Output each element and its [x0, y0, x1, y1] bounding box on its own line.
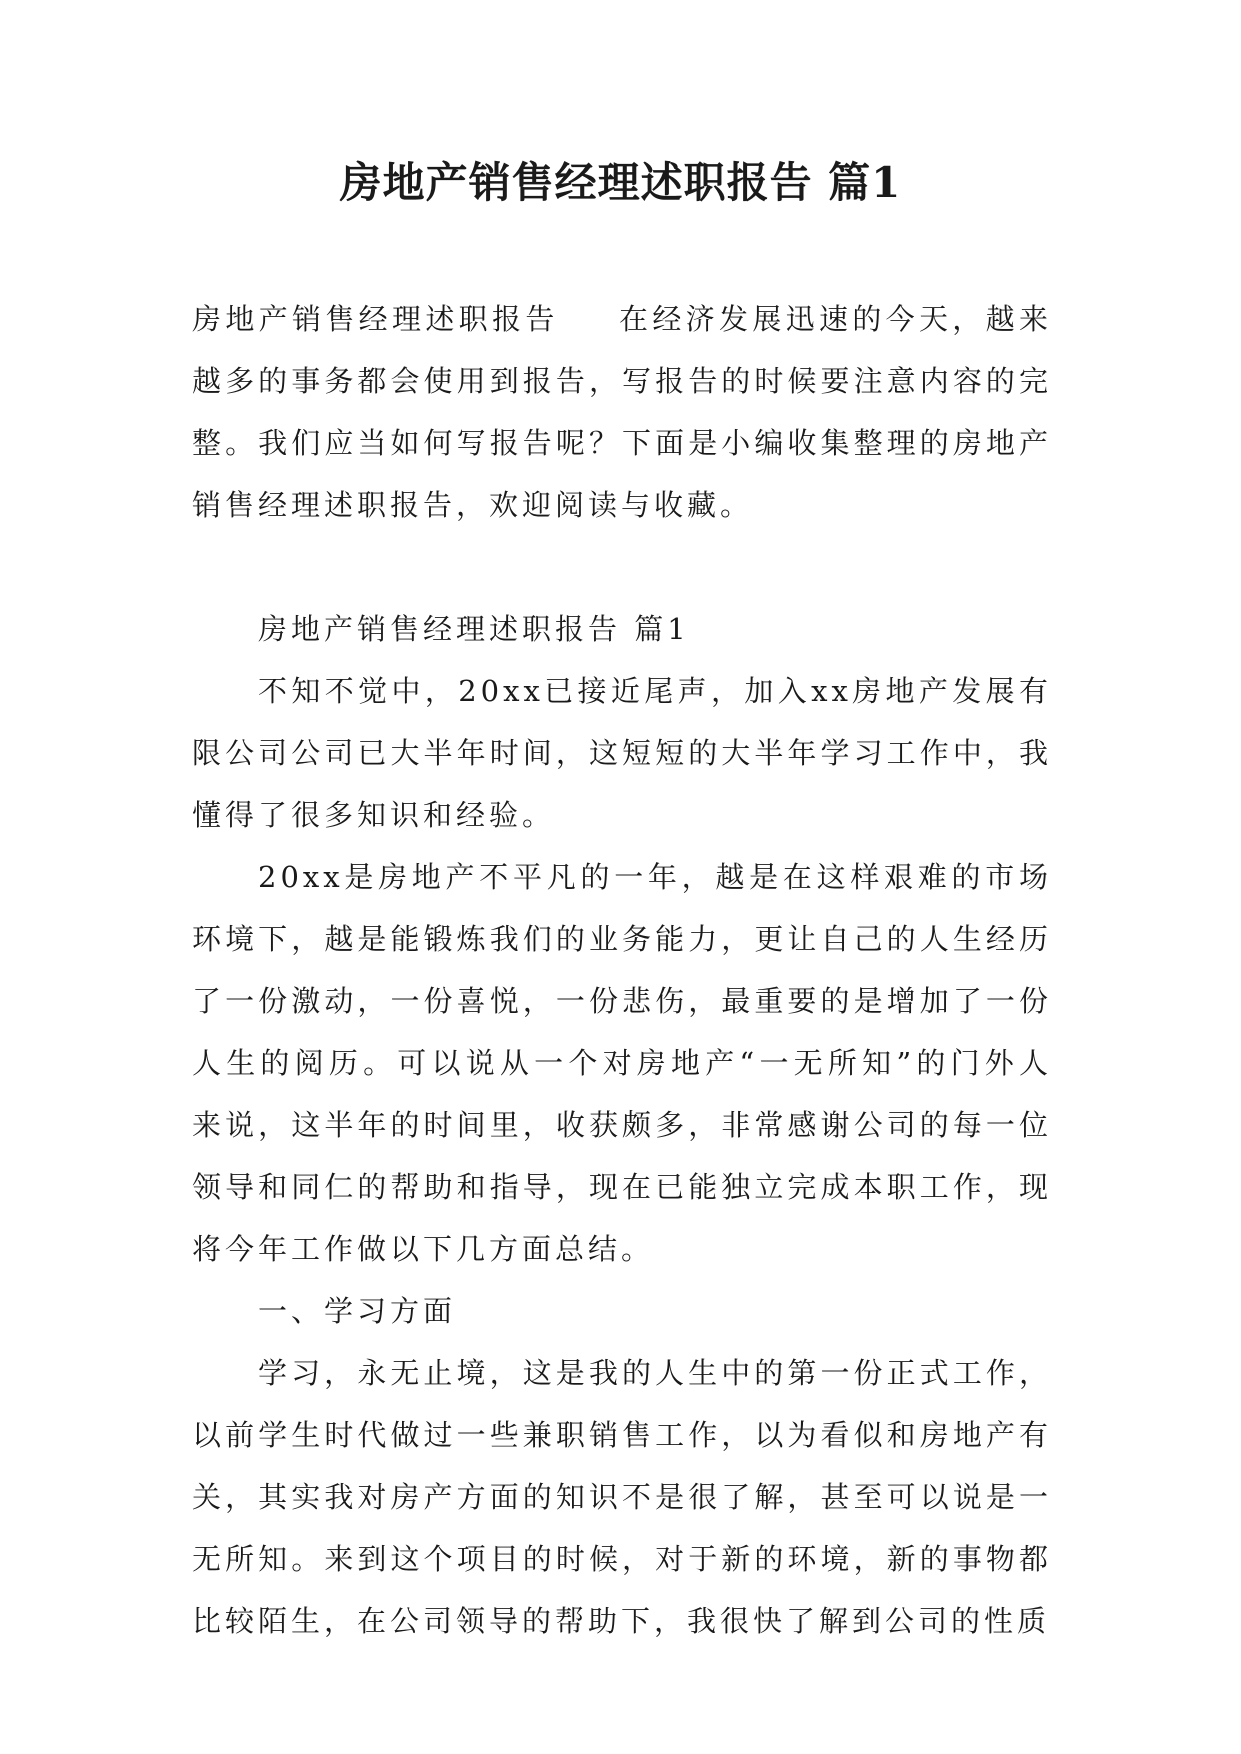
- document-body: [192, 288, 1052, 1652]
- intro-paragraph: [192, 288, 1052, 536]
- intro-label: 房地产销售经理述职报告: [192, 302, 559, 336]
- body-paragraph: 20xx是房地产不平凡的一年，越是在这样艰难的市场环境下，越是能锻炼我们的业务能力，更让自己的人生经历了一份激动，一份喜悦，一份悲伤，最重要的是增加了一份人生的阅历。可以说从一个对房地产“一无所知”的门外人来说，这半年的时间里，收获颇多，非常感谢公司的每一位领导和同仁的帮助和指导，现在已能独立完成本职工作，现将今年工作做以下几方面总结。: [192, 860, 1052, 1266]
- body-paragraph: 不知不觉中，20xx已接近尾声，加入xx房地产发展有限公司公司已大半年时间，这短短的大半年学习工作中，我懂得了很多知识和经验。: [192, 674, 1052, 832]
- section-heading: 房地产销售经理述职报告 篇1: [258, 612, 690, 646]
- document-title: 房地产销售经理述职报告 篇1: [339, 158, 902, 207]
- paragraph-spacer: [192, 536, 1052, 598]
- subsection-heading: 一、学习方面: [258, 1294, 457, 1328]
- body-paragraph: 学习，永无止境，这是我的人生中的第一份正式工作，以前学生时代做过一些兼职销售工作，以为看似和房地产有关，其实我对房产方面的知识不是很了解，甚至可以说是一无所知。来到这个项目的时候，对于新的环境，新的事物都比较陌生，在公司领导的帮助下，我很快了解到公司的性质: [192, 1356, 1052, 1638]
- intro-text: 在经济发展迅速的今天，越来越多的事务都会使用到报告，写报告的时候要注意内容的完整。我们应当如何写报告呢？下面是小编收集整理的房地产销售经理述职报告，欢迎阅读与收藏。: [192, 302, 1052, 522]
